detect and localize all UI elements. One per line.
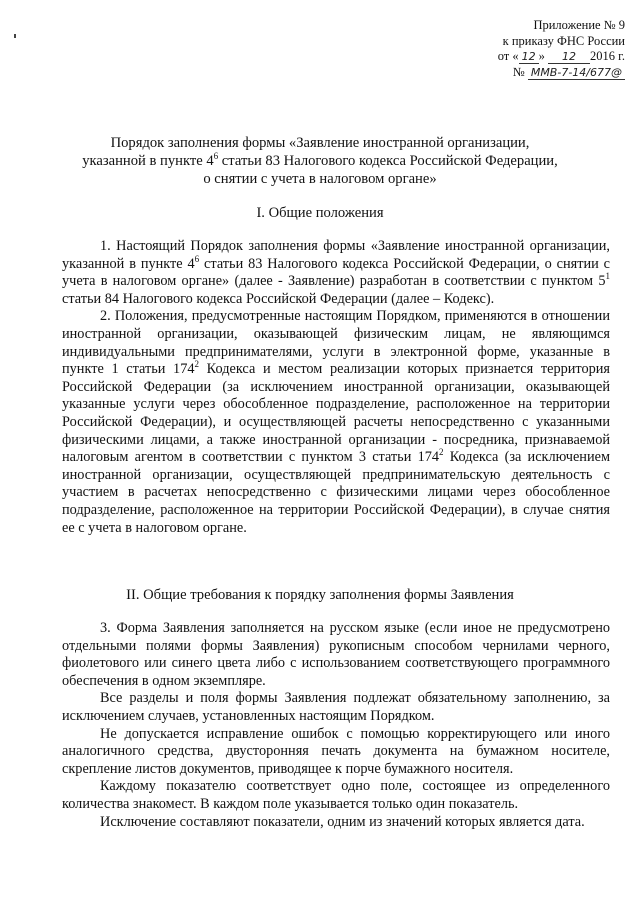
section-2-body <box>62 620 610 831</box>
document-title: Порядок заполнения формы «Заявление иностранной организации, указанной в пункте $4^6$ статьи 83 Налогового кодекса Российской Федерации, о снятии с учета в налоговом органе» <box>82 135 558 187</box>
order-date: от « 12 » 12 2016 г. <box>497 49 625 63</box>
order-day: 12 <box>519 50 539 64</box>
paragraph-5: Не допускается исправление ошибок с помощью корректирующего или иного аналогичного средства, двусторонняя печать документа на бумажном носителе, скрепление листов документов, приводящее к порче бумажного носителя. <box>62 725 610 777</box>
section-1-body <box>62 238 610 537</box>
section-heading-1: I. Общие положения <box>256 205 384 221</box>
section-heading-2: II. Общие требования к порядку заполнения формы Заявления <box>126 587 514 603</box>
order-year: 2016 г. <box>590 49 625 63</box>
scan-mark <box>14 34 16 38</box>
paragraph-3: 3. Форма Заявления заполняется на русском языке (если иное не предусмотрено отдельными полями формы Заявления) рукописным способом чернилами черного, фиолетового или синего цвета либо с использованием соответствующего программного обеспечения в одном экземпляре. <box>62 620 610 689</box>
order-month: 12 <box>548 50 590 64</box>
paragraph-4: Все разделы и поля формы Заявления подлежат обязательному заполнению, за исключением случаев, установленных настоящим Порядком. <box>62 690 610 724</box>
paragraph-6: Каждому показателю соответствует одно поле, состоящее из определенного количества знакомест. В каждом поле указывается только один показатель. <box>62 778 610 812</box>
paragraph-7: Исключение составляют показатели, одним из значений которых является дата. <box>100 813 585 830</box>
appendix-header <box>455 18 625 80</box>
paragraph-1: 1. Настоящий Порядок заполнения формы «Заявление иностранной организации, указанной в пункте $4^6$ статьи 83 Налогового кодекса Российской Федерации, о снятии с учета в налоговом органе» (далее - Заявление) разработан в соответствии с пунктом $5^1$ статьи 84 Налогового кодекса Российской Федерации (далее – Кодекс). <box>62 238 610 307</box>
order-reference: к приказу ФНС России <box>502 33 625 48</box>
paragraph-2: 2. Положения, предусмотренные настоящим Порядком, применяются в отношении иностранной организации, оказывающей физическим лицам, не являющимся индивидуальными предпринимателями, услуги в электронной форме, указанные в пункте 1 статьи $174^2$ Кодекса и местом реализации которых признается территория Российской Федерации (за исключением иностранной организации, оказывающей указанные услуги через обособленное подразделение, расположенное на территории Российской Федерации), и осуществляющей расчеты непосредственно с указанными физическими лицами, а также иностранной организации - посредника, признаваемой налоговым агентом в соответствии с пунктом 3 статьи $174^2$ Кодекса (за исключением иностранной организации, осуществляющей предпринимательскую деятельность с участием в расчетах непосредственно с физическими лицами через обособленное подразделение, расположенное на территории Российской Федерации), в случае снятия ее с учета в налоговом органе. <box>62 308 610 536</box>
appendix-number: Приложение № 9 <box>533 18 625 32</box>
order-number-value: ММВ-7-14/677@ <box>528 66 625 80</box>
order-number: № ММВ-7-14/677@ <box>455 65 625 81</box>
